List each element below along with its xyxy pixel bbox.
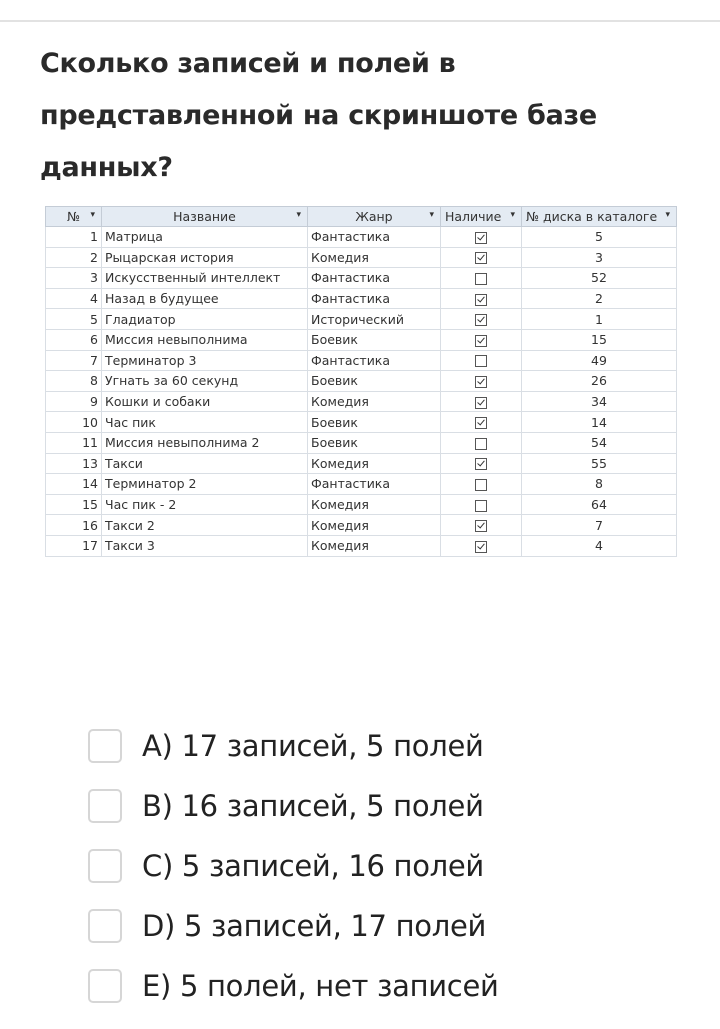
cell-title: Час пик - 2 xyxy=(102,494,308,515)
cell-genre: Боевик xyxy=(308,329,441,350)
column-header-no: № ▾ xyxy=(46,207,102,227)
cell-title: Гладиатор xyxy=(102,309,308,330)
checkbox-empty-icon xyxy=(475,500,487,512)
cell-available xyxy=(441,412,522,433)
cell-no: 16 xyxy=(46,515,102,536)
checkbox-empty-icon xyxy=(475,438,487,450)
checkbox-empty-icon xyxy=(475,273,487,285)
cell-genre: Комедия xyxy=(308,515,441,536)
option-label: C) 5 записей, 16 полей xyxy=(142,849,484,883)
table-row xyxy=(46,288,677,309)
cell-no: 6 xyxy=(46,329,102,350)
database-table xyxy=(45,206,677,557)
cell-available xyxy=(441,309,522,330)
cell-title: Рыцарская история xyxy=(102,247,308,268)
checkbox-checked-icon xyxy=(475,252,487,264)
cell-disc: 4 xyxy=(522,535,677,556)
cell-no: 8 xyxy=(46,371,102,392)
table-body xyxy=(46,227,677,557)
option-d[interactable] xyxy=(88,906,499,946)
cell-genre: Фантастика xyxy=(308,288,441,309)
checkbox-checked-icon xyxy=(475,294,487,306)
cell-disc: 34 xyxy=(522,391,677,412)
cell-available xyxy=(441,494,522,515)
cell-available xyxy=(441,329,522,350)
cell-no: 3 xyxy=(46,268,102,289)
cell-title: Матрица xyxy=(102,227,308,248)
cell-no: 7 xyxy=(46,350,102,371)
checkbox-checked-icon xyxy=(475,314,487,326)
cell-disc: 55 xyxy=(522,453,677,474)
option-label: E) 5 полей, нет записей xyxy=(142,969,499,1003)
column-header-available: Наличие ▾ xyxy=(441,207,522,227)
top-divider xyxy=(0,20,720,22)
option-a[interactable] xyxy=(88,726,499,766)
cell-no: 17 xyxy=(46,535,102,556)
checkbox-empty-icon xyxy=(475,355,487,367)
option-e[interactable] xyxy=(88,966,499,1006)
cell-title: Такси 2 xyxy=(102,515,308,536)
cell-genre: Боевик xyxy=(308,412,441,433)
checkbox-checked-icon xyxy=(475,417,487,429)
table-row xyxy=(46,412,677,433)
table-row xyxy=(46,494,677,515)
dropdown-arrow-icon: ▾ xyxy=(90,210,95,220)
option-c[interactable] xyxy=(88,846,499,886)
cell-title: Назад в будущее xyxy=(102,288,308,309)
checkbox-checked-icon xyxy=(475,232,487,244)
cell-title: Такси xyxy=(102,453,308,474)
dropdown-arrow-icon: ▾ xyxy=(510,210,515,220)
table-row xyxy=(46,309,677,330)
cell-genre: Фантастика xyxy=(308,350,441,371)
cell-title: Терминатор 2 xyxy=(102,474,308,495)
cell-available xyxy=(441,350,522,371)
cell-no: 9 xyxy=(46,391,102,412)
cell-genre: Фантастика xyxy=(308,268,441,289)
dropdown-arrow-icon: ▾ xyxy=(296,210,301,220)
checkbox-checked-icon xyxy=(475,458,487,470)
dropdown-arrow-icon: ▾ xyxy=(665,210,670,220)
cell-available xyxy=(441,247,522,268)
table-row xyxy=(46,268,677,289)
option-label: A) 17 записей, 5 полей xyxy=(142,729,484,763)
checkbox[interactable] xyxy=(88,909,122,943)
table-row xyxy=(46,371,677,392)
cell-disc: 49 xyxy=(522,350,677,371)
database-table-screenshot xyxy=(45,206,676,557)
column-header-title: Название ▾ xyxy=(102,207,308,227)
cell-no: 10 xyxy=(46,412,102,433)
cell-disc: 3 xyxy=(522,247,677,268)
answer-options xyxy=(88,726,499,1026)
column-header-genre: Жанр ▾ xyxy=(308,207,441,227)
checkbox[interactable] xyxy=(88,849,122,883)
cell-available xyxy=(441,515,522,536)
table-row xyxy=(46,515,677,536)
cell-genre: Комедия xyxy=(308,453,441,474)
cell-title: Миссия невыполнима xyxy=(102,329,308,350)
table-row xyxy=(46,453,677,474)
table-header-row xyxy=(46,207,677,227)
cell-title: Угнать за 60 секунд xyxy=(102,371,308,392)
cell-title: Такси 3 xyxy=(102,535,308,556)
checkbox-checked-icon xyxy=(475,541,487,553)
cell-available xyxy=(441,371,522,392)
cell-disc: 64 xyxy=(522,494,677,515)
dropdown-arrow-icon: ▾ xyxy=(429,210,434,220)
cell-disc: 7 xyxy=(522,515,677,536)
cell-genre: Комедия xyxy=(308,247,441,268)
cell-available xyxy=(441,288,522,309)
cell-disc: 54 xyxy=(522,432,677,453)
cell-available xyxy=(441,453,522,474)
checkbox-checked-icon xyxy=(475,335,487,347)
cell-genre: Фантастика xyxy=(308,474,441,495)
cell-available xyxy=(441,535,522,556)
table-row xyxy=(46,227,677,248)
cell-disc: 52 xyxy=(522,268,677,289)
checkbox[interactable] xyxy=(88,729,122,763)
checkbox-checked-icon xyxy=(475,397,487,409)
cell-genre: Комедия xyxy=(308,494,441,515)
question-text: Сколько записей и полей в представленной на скриншоте базе данных? xyxy=(40,48,597,183)
cell-disc: 15 xyxy=(522,329,677,350)
checkbox-checked-icon xyxy=(475,376,487,388)
cell-no: 15 xyxy=(46,494,102,515)
cell-disc: 5 xyxy=(522,227,677,248)
option-label: D) 5 записей, 17 полей xyxy=(142,909,487,943)
cell-disc: 14 xyxy=(522,412,677,433)
cell-no: 2 xyxy=(46,247,102,268)
cell-genre: Боевик xyxy=(308,371,441,392)
cell-no: 4 xyxy=(46,288,102,309)
table-row xyxy=(46,432,677,453)
cell-available xyxy=(441,391,522,412)
column-header-disc: № диска в каталоге ▾ xyxy=(522,207,677,227)
cell-genre: Исторический xyxy=(308,309,441,330)
table-row xyxy=(46,474,677,495)
cell-title: Искусственный интеллект xyxy=(102,268,308,289)
table-row xyxy=(46,391,677,412)
checkbox-checked-icon xyxy=(475,520,487,532)
cell-disc: 8 xyxy=(522,474,677,495)
cell-available xyxy=(441,432,522,453)
cell-available xyxy=(441,474,522,495)
option-label: B) 16 записей, 5 полей xyxy=(142,789,484,823)
cell-title: Терминатор 3 xyxy=(102,350,308,371)
cell-title: Миссия невыполнима 2 xyxy=(102,432,308,453)
cell-no: 5 xyxy=(46,309,102,330)
table-row xyxy=(46,535,677,556)
cell-no: 11 xyxy=(46,432,102,453)
table-row xyxy=(46,329,677,350)
cell-available xyxy=(441,268,522,289)
cell-no: 1 xyxy=(46,227,102,248)
cell-genre: Комедия xyxy=(308,391,441,412)
checkbox[interactable] xyxy=(88,789,122,823)
cell-title: Час пик xyxy=(102,412,308,433)
cell-no: 13 xyxy=(46,453,102,474)
checkbox-empty-icon xyxy=(475,479,487,491)
cell-genre: Фантастика xyxy=(308,227,441,248)
cell-disc: 26 xyxy=(522,371,677,392)
cell-disc: 2 xyxy=(522,288,677,309)
cell-genre: Боевик xyxy=(308,432,441,453)
option-b[interactable] xyxy=(88,786,499,826)
cell-disc: 1 xyxy=(522,309,677,330)
table-row xyxy=(46,247,677,268)
cell-available xyxy=(441,227,522,248)
cell-title: Кошки и собаки xyxy=(102,391,308,412)
table-row xyxy=(46,350,677,371)
cell-genre: Комедия xyxy=(308,535,441,556)
checkbox[interactable] xyxy=(88,969,122,1003)
cell-no: 14 xyxy=(46,474,102,495)
